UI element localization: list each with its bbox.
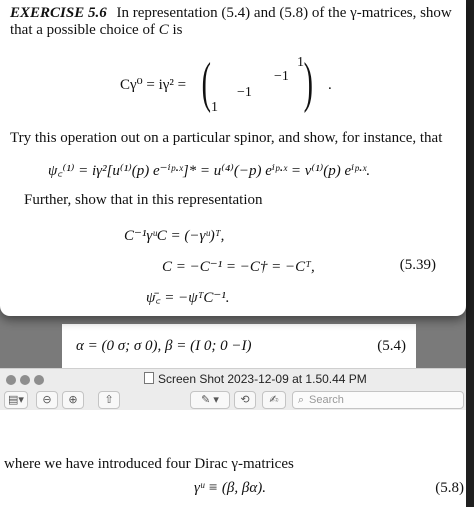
minimize-window-button[interactable] [20,375,30,385]
exercise-text-2: that a possible choice of [10,22,159,38]
symbol-c: C [158,22,169,38]
equation-1: C⁻¹γᵘC = (−γᵘ)ᵀ, [124,228,225,244]
desktop-edge [466,0,474,507]
sidebar-icon: ▤▾ [8,394,24,406]
search-input[interactable] [292,391,464,409]
markup-toolbar-button[interactable] [262,391,286,409]
pen-icon: ✎ ▾ [201,394,219,406]
document-icon [144,372,154,384]
try-text: Try this operation out on a particular spinor, and show, for instance, that [10,130,443,146]
share-icon: ⇧ [104,394,114,406]
window-title-text: Screen Shot 2023-12-09 at 1.50.44 PM [158,372,367,386]
window-title [144,372,367,386]
search-icon: ⌕ [297,394,305,406]
markup-pen-button[interactable] [190,391,230,409]
alpha-beta-block [62,324,416,368]
spinor-equation: ψ꜀⁽¹⁾ = iγ²[u⁽¹⁾(p) e⁻ⁱᵖ·ˣ]* = u⁽⁴⁾(−p) eⁱᵖ·ˣ = v⁽¹⁾(p) eⁱᵖ·ˣ. [48,163,371,179]
close-window-button[interactable] [6,375,16,385]
matrix-lhs: Cγ⁰ = iγ² = [120,77,187,93]
equation-2: C = −C⁻¹ = −C† = −Cᵀ, [162,259,315,275]
rotate-icon: ⟲ [240,394,250,406]
zoom-out-icon: ⊖ [42,394,52,406]
zoom-out-button[interactable] [36,391,58,409]
zoom-in-button[interactable] [62,391,84,409]
exercise-line-1 [10,5,452,22]
zoom-in-icon: ⊕ [68,394,78,406]
dirac-text: where we have introduced four Dirac γ-matrices [4,456,294,472]
matrix-cell: 1 [211,100,218,115]
alpha-beta-equation: α = (0 σ; σ 0), β = (I 0; 0 −I) [76,338,252,354]
matrix-trailing-period: . [328,77,332,93]
dirac-equation: γᵘ ≡ (β, βα). [194,480,266,496]
exercise-text: In representation (5.4) and (5.8) of the γ-matrices, show [116,5,452,21]
preview-toolbar [0,368,466,412]
equation-number: (5.4) [377,338,406,354]
matrix-cell: −1 [274,69,289,84]
right-paren: ) [303,52,313,114]
dirac-block [0,410,466,507]
sidebar-button[interactable] [4,391,28,409]
rotate-button[interactable] [234,391,256,409]
further-text: Further, show that in this representation [24,192,263,208]
matrix-cell: 1 [297,55,304,70]
share-button[interactable] [98,391,120,409]
matrix-cell: −1 [237,85,252,100]
equation-3: ψ̄꜀ = −ψᵀC⁻¹. [146,290,230,306]
matrix [201,52,313,115]
left-paren: ( [201,52,211,114]
exercise-label: EXERCISE 5.6 [10,5,107,21]
exercise-line-2 [10,22,183,39]
markup-icon: ✍ [269,394,279,406]
zoom-window-button[interactable] [34,375,44,385]
exercise-text-3: is [168,22,183,38]
search-placeholder: Search [309,394,344,406]
equation-number: (5.8) [435,480,464,496]
equation-number: (5.39) [399,257,436,273]
